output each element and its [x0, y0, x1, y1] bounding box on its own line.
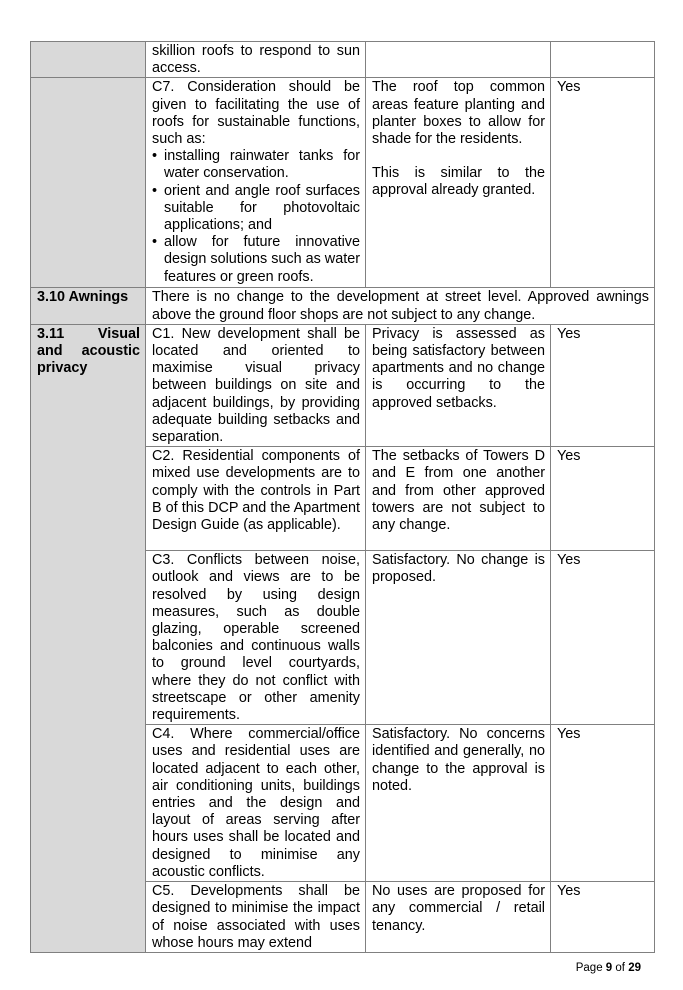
comment-paragraph: This is similar to the approval already granted. [372, 165, 545, 199]
section-cell [31, 78, 146, 288]
comment-cell [366, 78, 551, 288]
control-cell: C2. Residential components of mixed use developments are to comply with the controls in Part B of this DCP and the Apartment Design Guide (as applicable). [146, 447, 366, 551]
table-row [31, 324, 655, 446]
table-row [31, 42, 655, 78]
page-total: 29 [628, 962, 641, 974]
control-cell: C5. Developments shall be designed to minimise the impact of noise associated with uses whose hours may extend [146, 882, 366, 953]
page-number: 9 [605, 962, 613, 974]
section-title: and acoustic privacy [37, 343, 140, 377]
compliance-cell [551, 42, 655, 78]
list-item: • allow for future innovative design solutions such as water features or green roofs. [164, 234, 360, 286]
merged-comment-cell: There is no change to the development at street level. Approved awnings above the ground floor shops are not subject to any change. [146, 288, 655, 324]
compliance-cell: Yes [551, 551, 655, 725]
page-label: Page [575, 962, 603, 974]
compliance-cell: Yes [551, 725, 655, 882]
control-bullet-list [152, 148, 360, 286]
comment-cell: Satisfactory. No change is proposed. [366, 551, 551, 725]
comment-cell: Privacy is assessed as being satisfactory between apartments and no change is occurring to the approved setbacks. [366, 324, 551, 446]
comment-cell [366, 42, 551, 78]
section-number: 3.11 [37, 325, 65, 342]
control-cell: C1. New development shall be located and oriented to maximise visual privacy between buildings on site and adjacent buildings, by providing adequate building setbacks and separation. [146, 324, 366, 446]
control-cell: skillion roofs to respond to sun access. [146, 42, 366, 78]
assessment-table [30, 41, 655, 953]
compliance-cell: Yes [551, 324, 655, 446]
compliance-cell: Yes [551, 882, 655, 953]
control-cell [146, 78, 366, 288]
control-intro: C7. Consideration should be given to facilitating the use of roofs for sustainable functions, such as: [152, 79, 360, 148]
table-row [31, 288, 655, 324]
comment-cell: Satisfactory. No concerns identified and generally, no change to the approval is noted. [366, 725, 551, 882]
page-number-footer [576, 962, 641, 974]
of-label: of [615, 962, 625, 974]
comment-cell: No uses are proposed for any commercial / retail tenancy. [366, 882, 551, 953]
table-row [31, 78, 655, 288]
comment-cell: The setbacks of Towers D and E from one another and from other approved towers are not subject to any change. [366, 447, 551, 551]
control-cell: C3. Conflicts between noise, outlook and views are to be resolved by using design measures, such as double glazing, operable screened balconies and continuous walls to ground level courtyards, where they do not conflict with streetscape or other amenity requirements. [146, 551, 366, 725]
compliance-cell: Yes [551, 78, 655, 288]
list-item: • orient and angle roof surfaces suitable for photovoltaic applications; and [164, 183, 360, 235]
compliance-cell: Yes [551, 447, 655, 551]
section-cell: 3.10 Awnings [31, 288, 146, 324]
section-word: Visual [97, 325, 140, 342]
list-item: • installing rainwater tanks for water conservation. [164, 148, 360, 182]
section-cell [31, 42, 146, 78]
section-cell [31, 324, 146, 952]
comment-paragraph: The roof top common areas feature planting and planter boxes to allow for shade for the residents. [372, 79, 545, 148]
control-cell: C4. Where commercial/office uses and residential uses are located adjacent to each other, air conditioning units, buildings entries and the design and layout of areas serving after hours uses shall be located and designed to minimise any acoustic conflicts. [146, 725, 366, 882]
